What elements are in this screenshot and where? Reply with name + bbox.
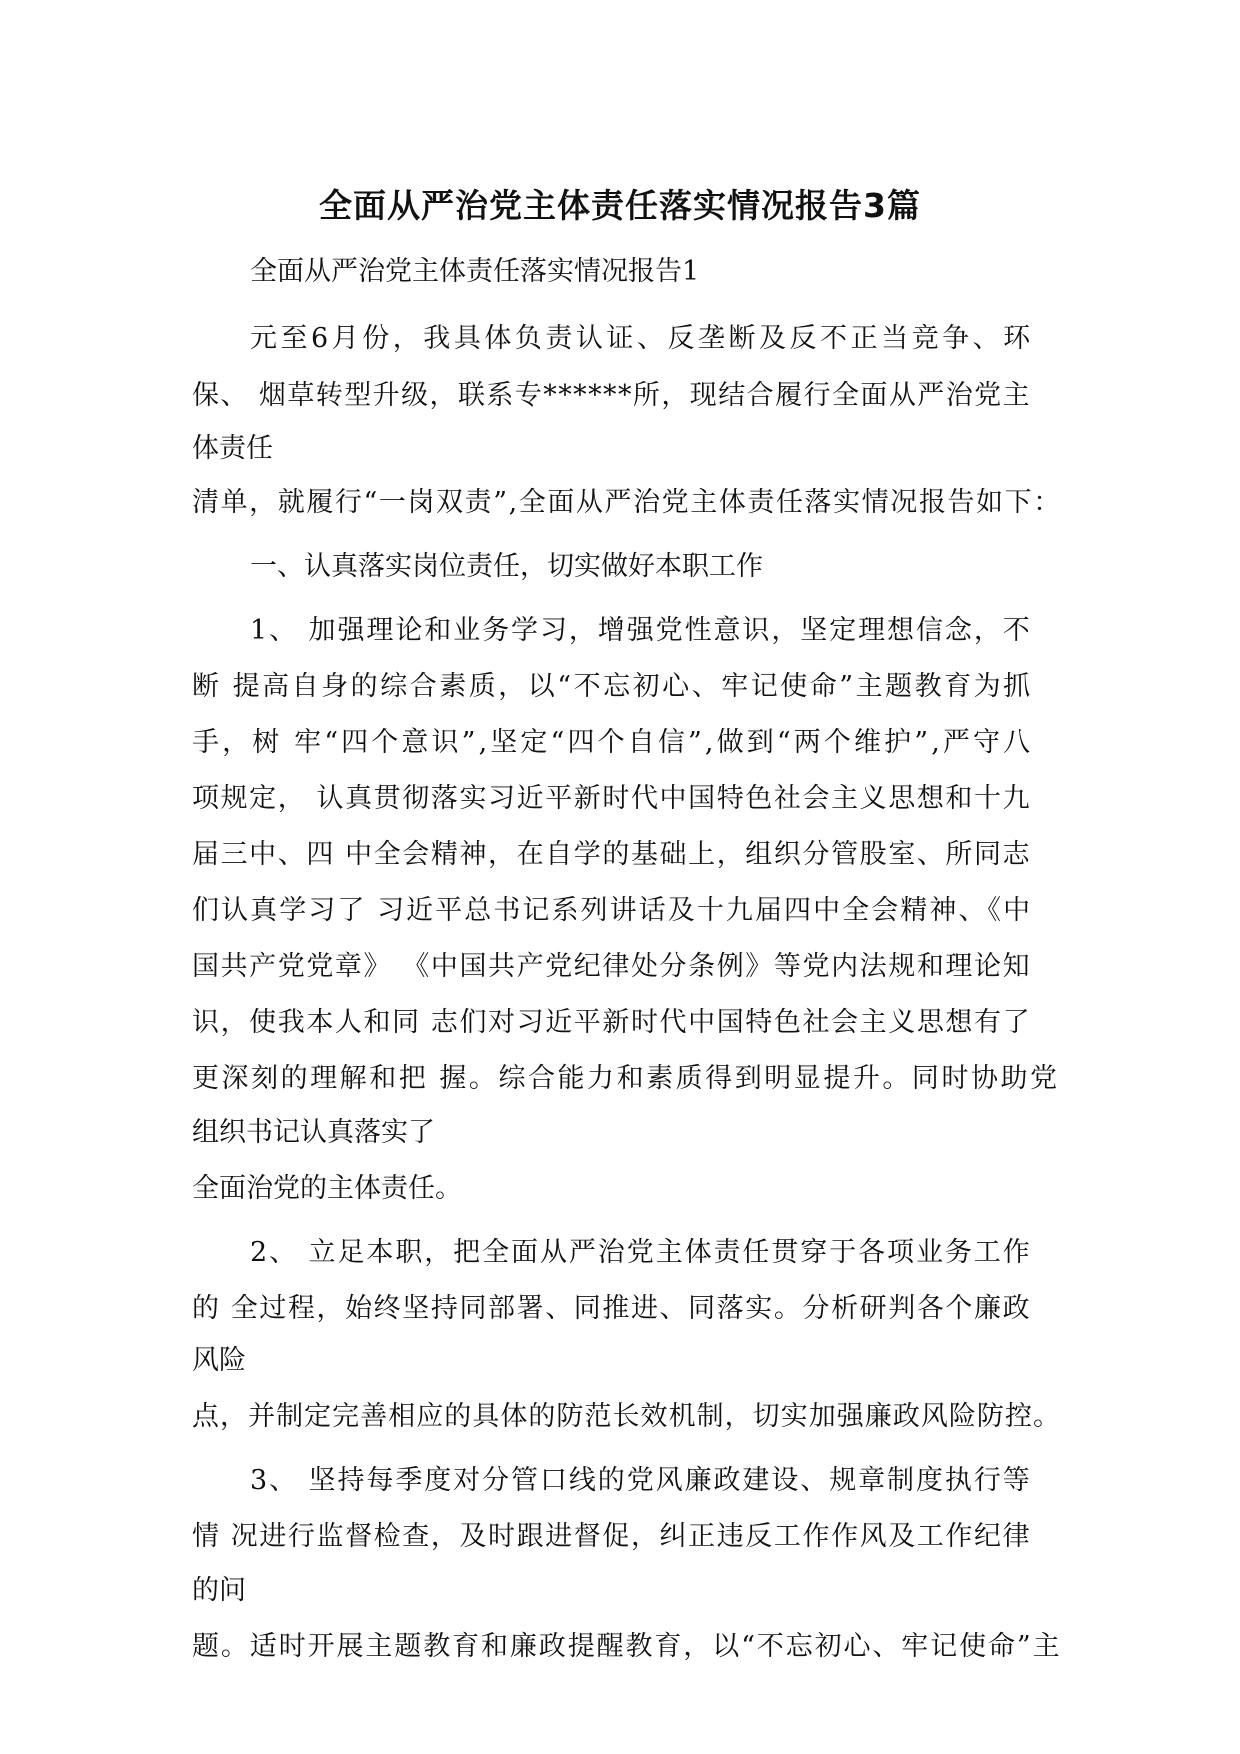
body-text-line: 风险 <box>192 1345 246 1376</box>
body-text-line: 的问 <box>192 1575 246 1606</box>
body-text-line: 2、 立足本职，把全面从严治党主体责任贯穿于各项业务工作 <box>250 1237 1032 1268</box>
body-text-line: 组织书记认真落实了 <box>192 1117 435 1148</box>
body-text-line: 项规定， 认真贯彻落实习近平新时代中国特色社会主义思想和十九 <box>192 783 1032 814</box>
body-text-line: 3、 坚持每季度对分管口线的党风廉政建设、规章制度执行等 <box>250 1465 1032 1496</box>
body-text-line: 情 况进行监督检查，及时跟进督促，纠正违反工作作风及工作纪律 <box>192 1521 1032 1552</box>
document-title: 全面从严治党主体责任落实情况报告3篇 <box>319 186 921 225</box>
body-text-line: 届三中、四 中全会精神，在自学的基础上，组织分管股室、所同志 <box>192 839 1032 870</box>
body-text-line: 保、 烟草转型升级，联系专******所，现结合履行全面从严治党主 <box>192 380 1032 411</box>
body-text-line: 一、认真落实岗位责任，切实做好本职工作 <box>250 551 763 582</box>
body-text-line: 1、 加强理论和业务学习，增强党性意识，坚定理想信念，不 <box>250 615 1032 646</box>
body-text-line: 点，并制定完善相应的具体的防范长效机制，切实加强廉政风险防控。 <box>192 1401 1062 1432</box>
body-text-line: 清单，就履行“一岗双责”,全面从严治党主体责任落实情况报告如下： <box>192 487 1062 518</box>
body-text-line: 更深刻的理解和把 握。综合能力和素质得到明显提升。同时协助党 <box>192 1063 1060 1094</box>
body-text-line: 全面从严治党主体责任落实情况报告1 <box>250 256 700 287</box>
body-text-line: 国共产党党章》 《中国共产党纪律处分条例》等党内法规和理论知 <box>192 951 1032 982</box>
body-text-line: 体责任 <box>192 433 273 464</box>
body-text-line: 识，使我本人和同 志们对习近平新时代中国特色社会主义思想有了 <box>192 1007 1032 1038</box>
body-text-line: 元至6月份，我具体负责认证、反垄断及反不正当竞争、环 <box>250 323 1034 354</box>
body-text-line: 断 提高自身的综合素质，以“不忘初心、牢记使命”主题教育为抓 <box>192 671 1033 702</box>
body-text-line: 全面治党的主体责任。 <box>192 1173 462 1204</box>
body-text-line: 们认真学习了 习近平总书记系列讲话及十九届四中全会精神、《中 <box>192 895 1033 926</box>
body-text-line: 的 全过程，始终坚持同部署、同推进、同落实。分析研判各个廉政 <box>192 1293 1032 1324</box>
body-text-line: 题。适时开展主题教育和廉政提醒教育，以“不忘初心、牢记使命”主 <box>192 1631 1062 1662</box>
body-text-line: 手，树 牢“四个意识”,坚定“四个自信”,做到“两个维护”,严守八 <box>192 727 1034 758</box>
